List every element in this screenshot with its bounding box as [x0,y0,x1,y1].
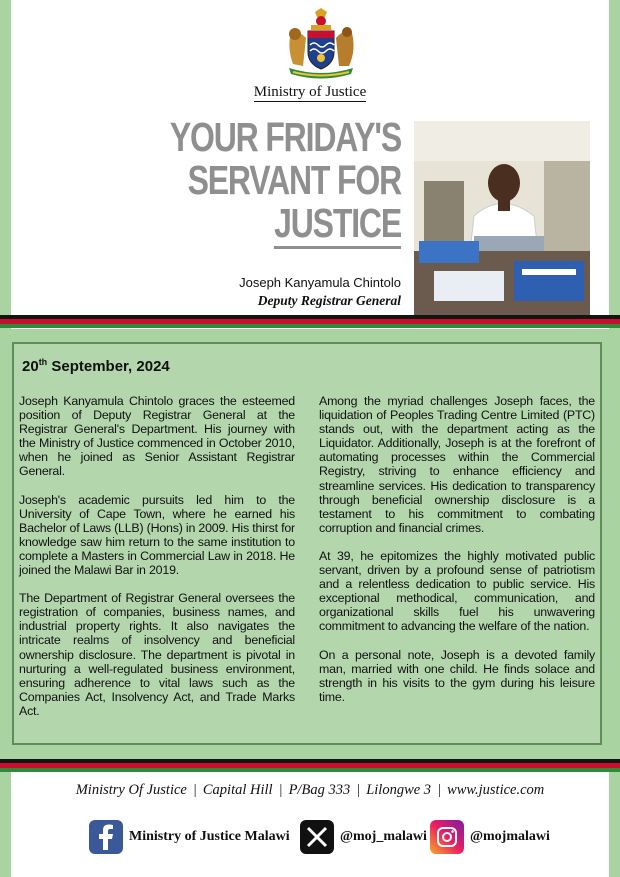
x-link[interactable] [300,817,427,857]
facebook-link[interactable] [89,817,290,857]
x-handle: @moj_malawi [340,829,427,844]
portrait-photo [414,121,590,315]
paragraph: On a personal note, Joseph is a devoted family man, married with one child. He finds solace and strength in his visits to the gym during his leisure time. [319,647,595,704]
coat-of-arms-emblem [281,8,361,84]
x-icon [300,820,334,854]
headline-line-1: YOUR FRIDAY'S [169,114,401,160]
person-name: Joseph Kanyamula Chintolo [239,275,401,290]
instagram-link[interactable] [430,817,550,857]
flag-band-bottom [0,759,620,772]
article-column-left [19,394,295,732]
paragraph: Joseph's academic pursuits led him to the University of Cape Town, where he earned his Bachelor of Laws (LLB) (Hons) in 2009. His thirst for knowledge saw him return to the same institution to complete a Masters in Commercial Law in 2018. He joined the Malawi Bar in 2019. [19,492,295,578]
paragraph: Among the myriad challenges Joseph faces, the liquidation of Peoples Trading Centre Limited (PTC) stands out, with the department acting as the Liquidator. Additionally, Joseph is at the forefront of automating processes within the Commercial Registry, striving to enhance efficiency and streamline services. His dedication to transparency through beneficial ownership disclosure is a testament to his commitment to combating corruption and financial crimes. [319,394,595,535]
right-green-border [609,0,620,877]
ministry-title: Ministry of Justice [253,84,367,100]
paragraph: Joseph Kanyamula Chintolo graces the esteemed position of Deputy Registrar General at the Registrar General's Department. His journey with the Ministry of Justice commenced in October 2010, when he joined as Senior Assistant Registrar General. [19,394,295,479]
headline-line-3: JUSTICE [274,200,401,249]
article-date: 20th September, 2024 [22,357,170,375]
left-green-border [0,0,11,877]
headline [151,116,401,245]
headline-line-2: SERVANT FOR [187,157,401,203]
instagram-handle: @mojmalawi [470,829,550,844]
paragraph: At 39, he epitomizes the highly motivated public servant, driven by a profound sense of patriotism and a relentless dedication to public service. His exceptional methodical, communication, and organizational skills fuel his unwavering commitment to advancing the welfare of the nation. [319,548,595,634]
flag-band-top [0,315,620,328]
facebook-icon [89,820,123,854]
footer-address: Ministry Of Justice | Capital Hill | P/Bag 333 | Lilongwe 3 | www.justice.com [75,782,545,798]
person-role: Deputy Registrar General [257,293,401,308]
article-box [12,342,602,745]
instagram-icon [430,820,464,854]
facebook-handle: Ministry of Justice Malawi [129,829,290,844]
footer [11,772,609,877]
paragraph: The Department of Registrar General oversees the registration of companies, business names, and industrial property rights. It also navigates the intricate realms of insolvency and beneficial ownership disclosure. The department is pivotal in nurturing a well-regulated business environment, ensuring adherence to vital laws such as the Companies Act, Insolvency Act, and Trade Marks Act. [19,591,295,718]
article-column-right [319,394,595,718]
website-link[interactable]: www.justice.com [447,782,545,798]
